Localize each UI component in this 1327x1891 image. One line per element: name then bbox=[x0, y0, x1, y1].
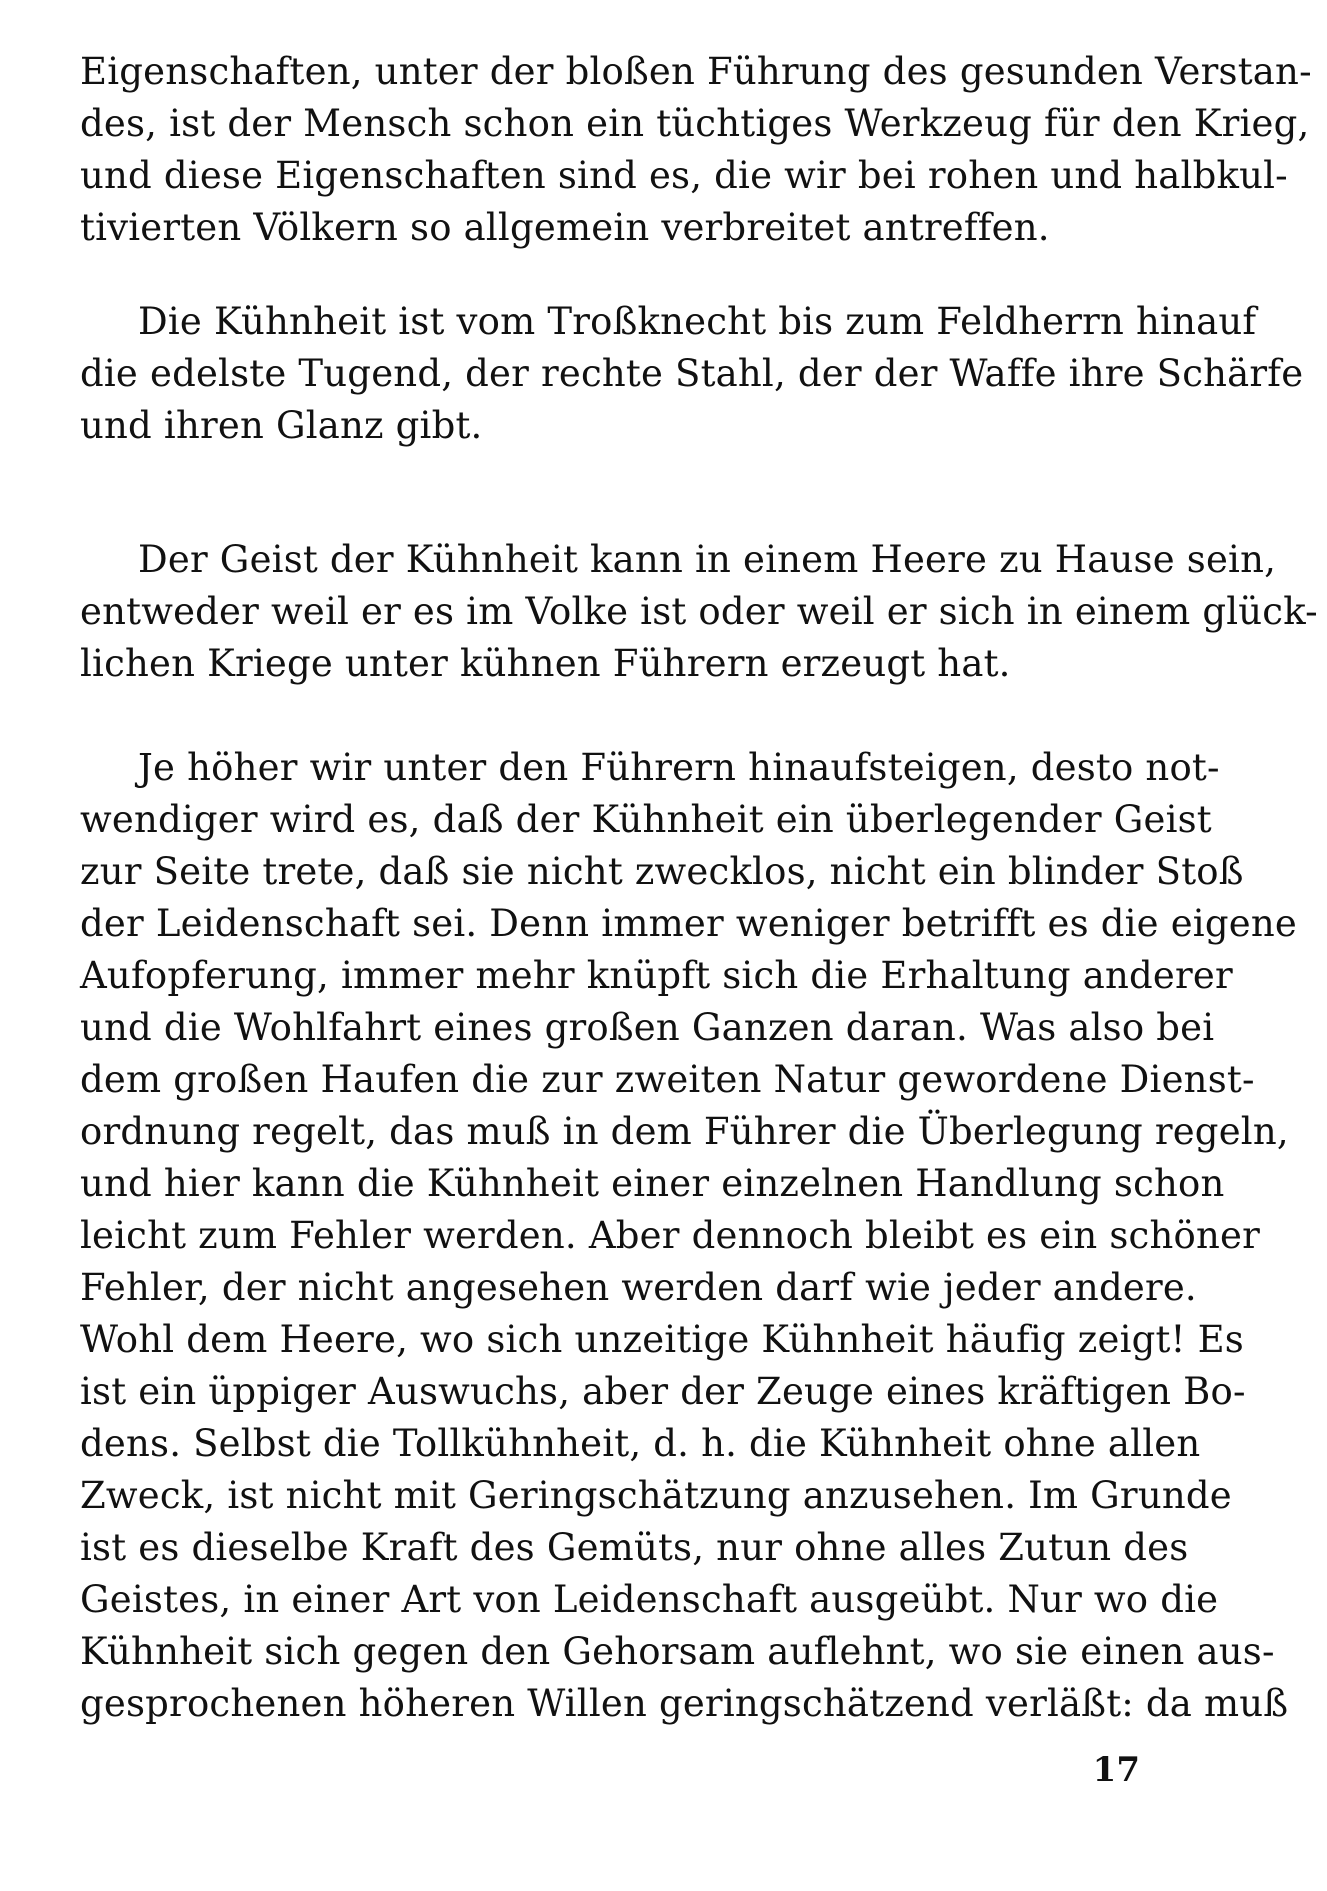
text-line: Zweck, ist nicht mit Geringschätzung anzusehen. Im Grunde bbox=[80, 1474, 1232, 1517]
text-line: des, ist der Mensch schon ein tüchtiges Werkzeug für den Krieg, bbox=[80, 102, 1310, 145]
text-line: Geistes, in einer Art von Leidenschaft ausgeübt. Nur wo die bbox=[80, 1578, 1219, 1621]
paragraph-2 bbox=[80, 296, 1304, 452]
text-line: zur Seite trete, daß sie nicht zwecklos, nicht ein blinder Stoß bbox=[80, 850, 1244, 893]
text-line: Aufopferung, immer mehr knüpft sich die Erhaltung anderer bbox=[80, 954, 1233, 997]
text-line: Die Kühnheit ist vom Troßknecht bis zum Feldherrn hinauf bbox=[138, 300, 1257, 343]
text-line: wendiger wird es, daß der Kühnheit ein überlegender Geist bbox=[80, 798, 1212, 841]
paragraph-4 bbox=[80, 742, 1297, 1730]
text-line: die edelste Tugend, der rechte Stahl, der der Waffe ihre Schärfe bbox=[80, 352, 1304, 395]
text-line: entweder weil er es im Volke ist oder weil er sich in einem glück- bbox=[80, 590, 1318, 633]
text-line: ist es dieselbe Kraft des Gemüts, nur ohne alles Zutun des bbox=[80, 1526, 1189, 1569]
paragraph-1 bbox=[80, 46, 1312, 254]
text-line: und ihren Glanz gibt. bbox=[80, 404, 483, 447]
text-line: ist ein üppiger Auswuchs, aber der Zeuge eines kräftigen Bo- bbox=[80, 1370, 1246, 1413]
text-line: ordnung regelt, das muß in dem Führer die Überlegung regeln, bbox=[80, 1110, 1289, 1153]
page-number: 17 bbox=[1092, 1750, 1140, 1790]
text-line: dens. Selbst die Tollkühnheit, d. h. die Kühnheit ohne allen bbox=[80, 1422, 1201, 1465]
text-line: dem großen Haufen die zur zweiten Natur gewordene Dienst- bbox=[80, 1058, 1255, 1101]
text-line: der Leidenschaft sei. Denn immer weniger betrifft es die eigene bbox=[80, 902, 1297, 945]
text-line: Je höher wir unter den Führern hinaufsteigen, desto not- bbox=[138, 746, 1220, 789]
text-line: Kühnheit sich gegen den Gehorsam auflehnt, wo sie einen aus- bbox=[80, 1630, 1275, 1673]
text-line: leicht zum Fehler werden. Aber dennoch bleibt es ein schöner bbox=[80, 1214, 1260, 1257]
text-line: Eigenschaften, unter der bloßen Führung des gesunden Verstan- bbox=[80, 50, 1312, 93]
text-line: und diese Eigenschaften sind es, die wir bei rohen und halbkul- bbox=[80, 154, 1288, 197]
text-line: lichen Kriege unter kühnen Führern erzeugt hat. bbox=[80, 642, 1011, 685]
text-line: Wohl dem Heere, wo sich unzeitige Kühnheit häufig zeigt! Es bbox=[80, 1318, 1244, 1361]
text-line: tivierten Völkern so allgemein verbreitet antreffen. bbox=[80, 206, 1050, 249]
text-line: und die Wohlfahrt eines großen Ganzen daran. Was also bei bbox=[80, 1006, 1215, 1049]
text-line: und hier kann die Kühnheit einer einzelnen Handlung schon bbox=[80, 1162, 1225, 1205]
text-line: Der Geist der Kühnheit kann in einem Heere zu Hause sein, bbox=[138, 538, 1277, 581]
text-line: Fehler, der nicht angesehen werden darf wie jeder andere. bbox=[80, 1266, 1197, 1309]
paragraph-3 bbox=[80, 534, 1318, 690]
text-line: gesprochenen höheren Willen geringschätzend verläßt: da muß bbox=[80, 1682, 1289, 1725]
